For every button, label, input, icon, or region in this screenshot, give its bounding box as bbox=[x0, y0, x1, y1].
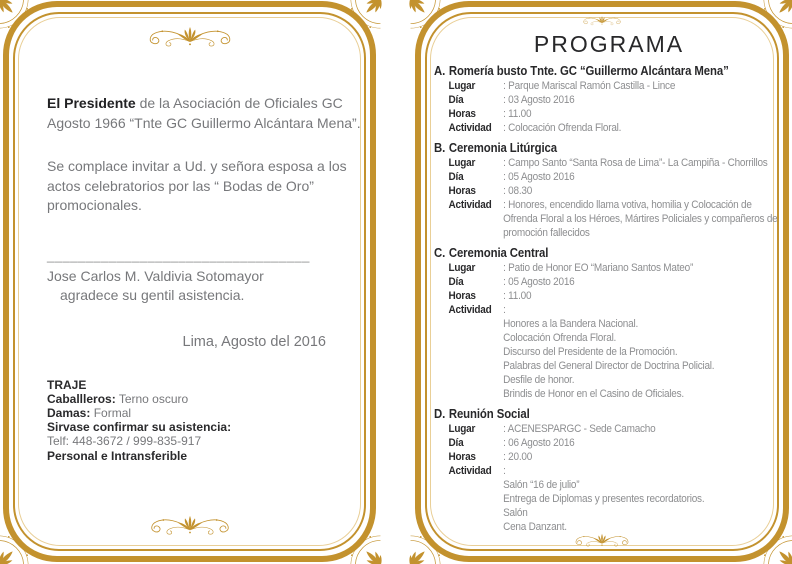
program-section-a bbox=[434, 64, 784, 135]
row-label: Lugar bbox=[448, 262, 476, 274]
program-section-d bbox=[434, 407, 784, 534]
signature-block bbox=[47, 247, 353, 305]
row-lugar bbox=[434, 261, 784, 275]
row-value: : ACENESPARGC - Sede Camacho bbox=[503, 423, 656, 435]
row-label: Actividad bbox=[448, 199, 492, 211]
row-value: : 11.00 bbox=[503, 108, 532, 120]
row-label: Día bbox=[448, 437, 464, 449]
signatory-name: Jose Carlos M. Valdivia Sotomayor bbox=[47, 267, 264, 284]
row-label: Horas bbox=[448, 185, 476, 197]
row-value: : Honores, encendido llama votiva, homilia y Colocación de Ofrenda Floral a los Héroes, Mártires Policiales y compañeros de promoción fallecidos bbox=[503, 199, 778, 239]
row-dia bbox=[434, 170, 784, 184]
thanks-text: agradece su gentil asistencia. bbox=[60, 286, 245, 303]
corner-damask-icon bbox=[0, 521, 43, 564]
activity-item: Brindis de Honor en el Casino de Oficiales. bbox=[503, 388, 684, 400]
page-title: PROGRAMA bbox=[533, 31, 685, 57]
section-title: Ceremonia Central bbox=[448, 246, 549, 260]
row-lugar bbox=[434, 156, 784, 170]
row-label: Horas bbox=[448, 108, 476, 120]
row-horas bbox=[434, 184, 784, 198]
activity-item: Discurso del Presidente de la Promoción. bbox=[503, 346, 678, 358]
invite-line1: Se complace invitar a Ud. y señora esposa a los bbox=[47, 158, 347, 174]
invitation-body bbox=[47, 0, 361, 463]
dress-ladies bbox=[47, 406, 353, 420]
section-heading bbox=[434, 64, 784, 79]
section-heading bbox=[434, 407, 784, 422]
program-section-c bbox=[434, 246, 784, 401]
row-value: : bbox=[503, 304, 506, 316]
gentlemen-label: Caballleros: bbox=[47, 391, 116, 406]
row-actividad bbox=[434, 198, 784, 240]
row-value: : 05 Agosto 2016 bbox=[503, 276, 575, 288]
left-invitation-card bbox=[0, 0, 379, 564]
intro-line1: de la Asociación de Oficiales GC bbox=[135, 95, 343, 111]
row-label: Lugar bbox=[448, 80, 476, 92]
non-transferable-note: Personal e Intransferible bbox=[47, 448, 188, 463]
row-label: Actividad bbox=[448, 304, 492, 316]
dateline: Lima, Agosto del 2016 bbox=[182, 333, 326, 350]
row-value: : Campo Santo “Santa Rosa de Lima”- La Campiña - Chorrillos bbox=[503, 157, 768, 169]
row-value: : 05 Agosto 2016 bbox=[503, 171, 575, 183]
section-heading bbox=[434, 141, 784, 156]
corner-damask-icon bbox=[0, 0, 43, 43]
row-label: Actividad bbox=[448, 122, 492, 134]
activity-item: Salón “16 de julio” bbox=[503, 479, 580, 491]
section-id: D. bbox=[434, 407, 446, 421]
activity-item: Honores a la Bandera Nacional. bbox=[503, 318, 639, 330]
corner-damask-icon bbox=[336, 521, 382, 564]
row-dia bbox=[434, 436, 784, 450]
row-label: Día bbox=[448, 94, 464, 106]
row-value: : 08.30 bbox=[503, 185, 533, 197]
row-horas bbox=[434, 450, 784, 464]
flourish-ornament-icon bbox=[568, 531, 636, 549]
row-value: : 11.00 bbox=[503, 290, 532, 302]
activity-item: Colocación Ofrenda Floral. bbox=[503, 332, 617, 344]
row-label: Día bbox=[448, 171, 464, 183]
right-program-card bbox=[412, 0, 792, 564]
phone-numbers: Telf: 448-3672 / 999-835-917 bbox=[47, 434, 202, 449]
invitation-text bbox=[47, 157, 353, 216]
dress-title: TRAJE bbox=[47, 377, 87, 392]
row-lugar bbox=[434, 79, 784, 93]
invite-line2: actos celebratorios por las “ Bodas de Oro” bbox=[47, 177, 314, 194]
row-label: Actividad bbox=[448, 465, 492, 477]
program-section-b bbox=[434, 141, 784, 240]
section-title: Romería busto Tnte. GC “Guillermo Alcántara Mena” bbox=[448, 64, 729, 78]
row-horas bbox=[434, 107, 784, 121]
row-label: Horas bbox=[448, 290, 476, 302]
row-label: Horas bbox=[448, 451, 476, 463]
ladies-value: Formal bbox=[93, 405, 132, 420]
activity-item: Desfile de honor. bbox=[503, 374, 575, 386]
row-value: : 03 Agosto 2016 bbox=[503, 94, 575, 106]
row-dia bbox=[434, 275, 784, 289]
section-title: Reunión Social bbox=[448, 407, 530, 421]
row-actividad bbox=[434, 464, 784, 478]
activity-item: Cena Danzant. bbox=[503, 521, 567, 533]
row-value: : Parque Mariscal Ramón Castilla - Lince bbox=[503, 80, 676, 92]
row-label: Lugar bbox=[448, 157, 476, 169]
section-id: A. bbox=[434, 64, 446, 78]
row-lugar bbox=[434, 422, 784, 436]
row-horas bbox=[434, 289, 784, 303]
intro-line2: Agosto 1966 “Tnte GC Guillermo Alcántara Mena”. bbox=[47, 114, 361, 131]
section-id: C. bbox=[434, 246, 446, 260]
intro-paragraph bbox=[47, 94, 361, 133]
row-value: : 06 Agosto 2016 bbox=[503, 437, 575, 449]
rsvp-text: Sirvase confirmar su asistencia: bbox=[47, 420, 232, 435]
row-value: : Colocación Ofrenda Floral. bbox=[503, 122, 622, 134]
row-dia bbox=[434, 93, 784, 107]
activity-item: Salón bbox=[503, 507, 528, 519]
row-value: : 20.00 bbox=[503, 451, 533, 463]
row-value: : bbox=[503, 465, 506, 477]
section-title: Ceremonia Litúrgica bbox=[448, 141, 557, 155]
row-value: : Patio de Honor EO “Mariano Santos Mateo” bbox=[503, 262, 694, 274]
gentlemen-value: Terno oscuro bbox=[118, 391, 189, 406]
invite-line3: promocionales. bbox=[47, 197, 142, 213]
ladies-label: Damas: bbox=[47, 405, 91, 420]
section-heading bbox=[434, 246, 784, 261]
dress-gentlemen bbox=[47, 392, 353, 406]
activity-item: Entrega de Diplomas y presentes recordatorios. bbox=[503, 493, 705, 505]
section-id: B. bbox=[434, 141, 446, 155]
row-actividad bbox=[434, 121, 784, 135]
dress-code-block bbox=[47, 378, 353, 463]
program-sections bbox=[434, 64, 784, 534]
president-title: El Presidente bbox=[47, 95, 136, 111]
row-label: Día bbox=[448, 276, 464, 288]
row-label: Lugar bbox=[448, 423, 476, 435]
activity-item: Palabras del General Director de Doctrina Policial. bbox=[503, 360, 715, 372]
program-body bbox=[434, 0, 784, 534]
signature-line: __________________________________ bbox=[47, 247, 310, 263]
flourish-ornament-icon bbox=[140, 512, 240, 538]
row-actividad bbox=[434, 303, 784, 317]
